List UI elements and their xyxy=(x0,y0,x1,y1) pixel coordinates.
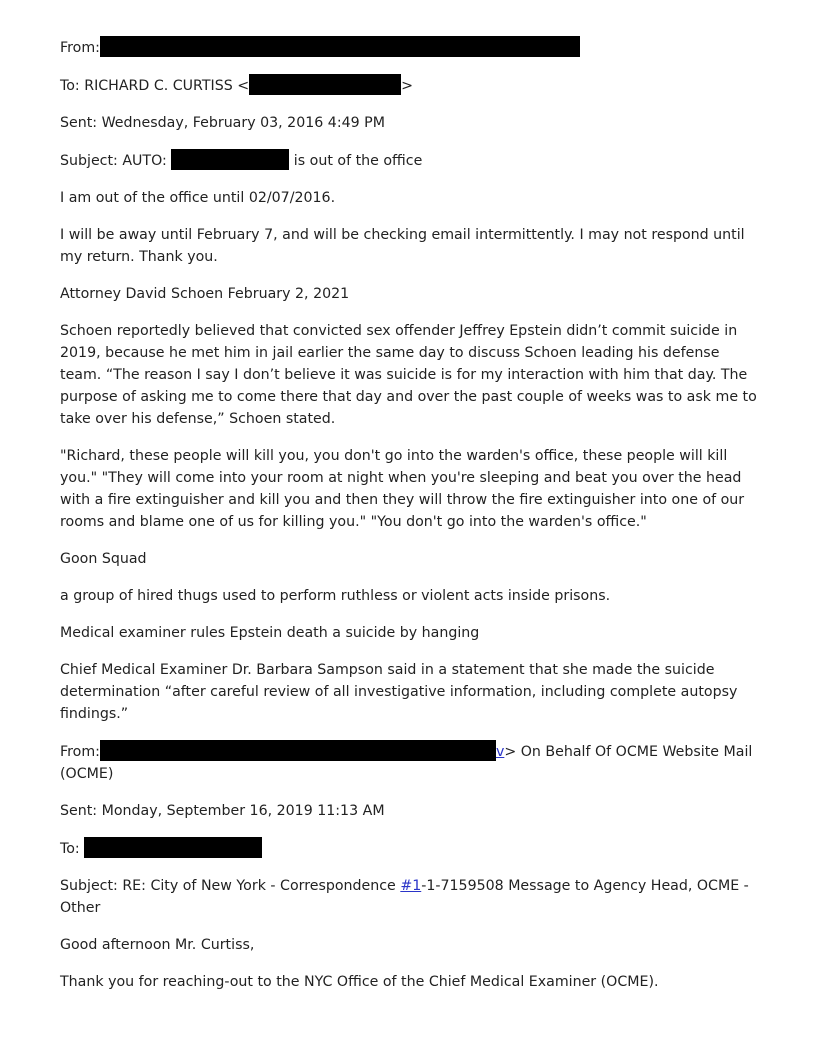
email2-greeting: Good afternoon Mr. Curtiss, xyxy=(60,937,255,953)
email2-sent: Sent: Monday, September 16, 2019 11:13 AM xyxy=(60,803,385,819)
email1-body-1: I am out of the office until 02/07/2016. xyxy=(60,190,336,206)
email2-from-suffix: > On Behalf Of OCME Website Mail (OCME) xyxy=(60,744,753,782)
redacted-block xyxy=(171,149,289,170)
notes-paragraph-1: Schoen reportedly believed that convicted sex offender Jeffrey Epstein didn’t commit suicide in 2019, because he met him in jail earlier the same day to discuss Schoen leading his defense team. “The reason I say I don’t believe it was suicide is for my interaction with him that day. The purpose of asking me to come there that day and over the past couple of weeks was to ask me to take over his defense,” Schoen stated. xyxy=(60,323,757,427)
document-page xyxy=(60,36,760,1008)
notes-definition: a group of hired thugs used to perform ruthless or violent acts inside prisons. xyxy=(60,588,611,604)
email2-to-line xyxy=(60,837,760,860)
email2-from-link[interactable]: v xyxy=(495,744,505,760)
redacted-block xyxy=(249,74,401,95)
email1-subject-prefix: Subject: AUTO: xyxy=(60,153,167,169)
email1-subject-suffix: is out of the office xyxy=(289,153,423,169)
email1-sent: Sent: Wednesday, February 03, 2016 4:49 PM xyxy=(60,115,385,131)
notes-headline: Medical examiner rules Epstein death a suicide by hanging xyxy=(60,625,480,641)
email2-subject-prefix: Subject: RE: City of New York - Correspondence xyxy=(60,878,401,894)
redacted-block xyxy=(100,740,496,761)
email2-subject-suffix: -1-7159508 Message to Agency Head, OCME - Other xyxy=(60,878,749,916)
email1-to-label: To: RICHARD C. CURTISS < xyxy=(60,78,250,94)
notes-term: Goon Squad xyxy=(60,551,147,567)
email2-from-line xyxy=(60,740,760,785)
email2-body-1: Thank you for reaching-out to the NYC Office of the Chief Medical Examiner (OCME). xyxy=(60,974,659,990)
email1-from-label: From: xyxy=(60,40,100,56)
notes-paragraph-3: Chief Medical Examiner Dr. Barbara Sampson said in a statement that she made the suicide determination “after careful review of all investigative information, including complete autopsy findings.” xyxy=(60,662,738,722)
redacted-block xyxy=(84,837,262,858)
email1-to-suffix: > xyxy=(401,78,414,94)
email2-to-label: To: xyxy=(60,841,80,857)
email2-from-label: From: xyxy=(60,744,100,760)
notes-paragraph-2: "Richard, these people will kill you, you don't go into the warden's office, these people will kill you." "They will come into your room at night when you're sleeping and beat you over the head with a fire extinguisher and kill you and then they will throw the fire extinguisher into one of our rooms and blame one of us for killing you." "You don't go into the warden's office." xyxy=(60,448,745,530)
email2-subject-line xyxy=(60,875,760,919)
correspondence-link[interactable]: #1 xyxy=(400,878,422,894)
email1-to-line xyxy=(60,74,760,97)
email1-from-line xyxy=(60,36,760,59)
email1-body-2: I will be away until February 7, and will be checking email intermittently. I may not respond until my return. Thank you. xyxy=(60,227,745,265)
notes-heading: Attorney David Schoen February 2, 2021 xyxy=(60,286,350,302)
redacted-block xyxy=(100,36,580,57)
email1-subject-line xyxy=(60,149,760,172)
